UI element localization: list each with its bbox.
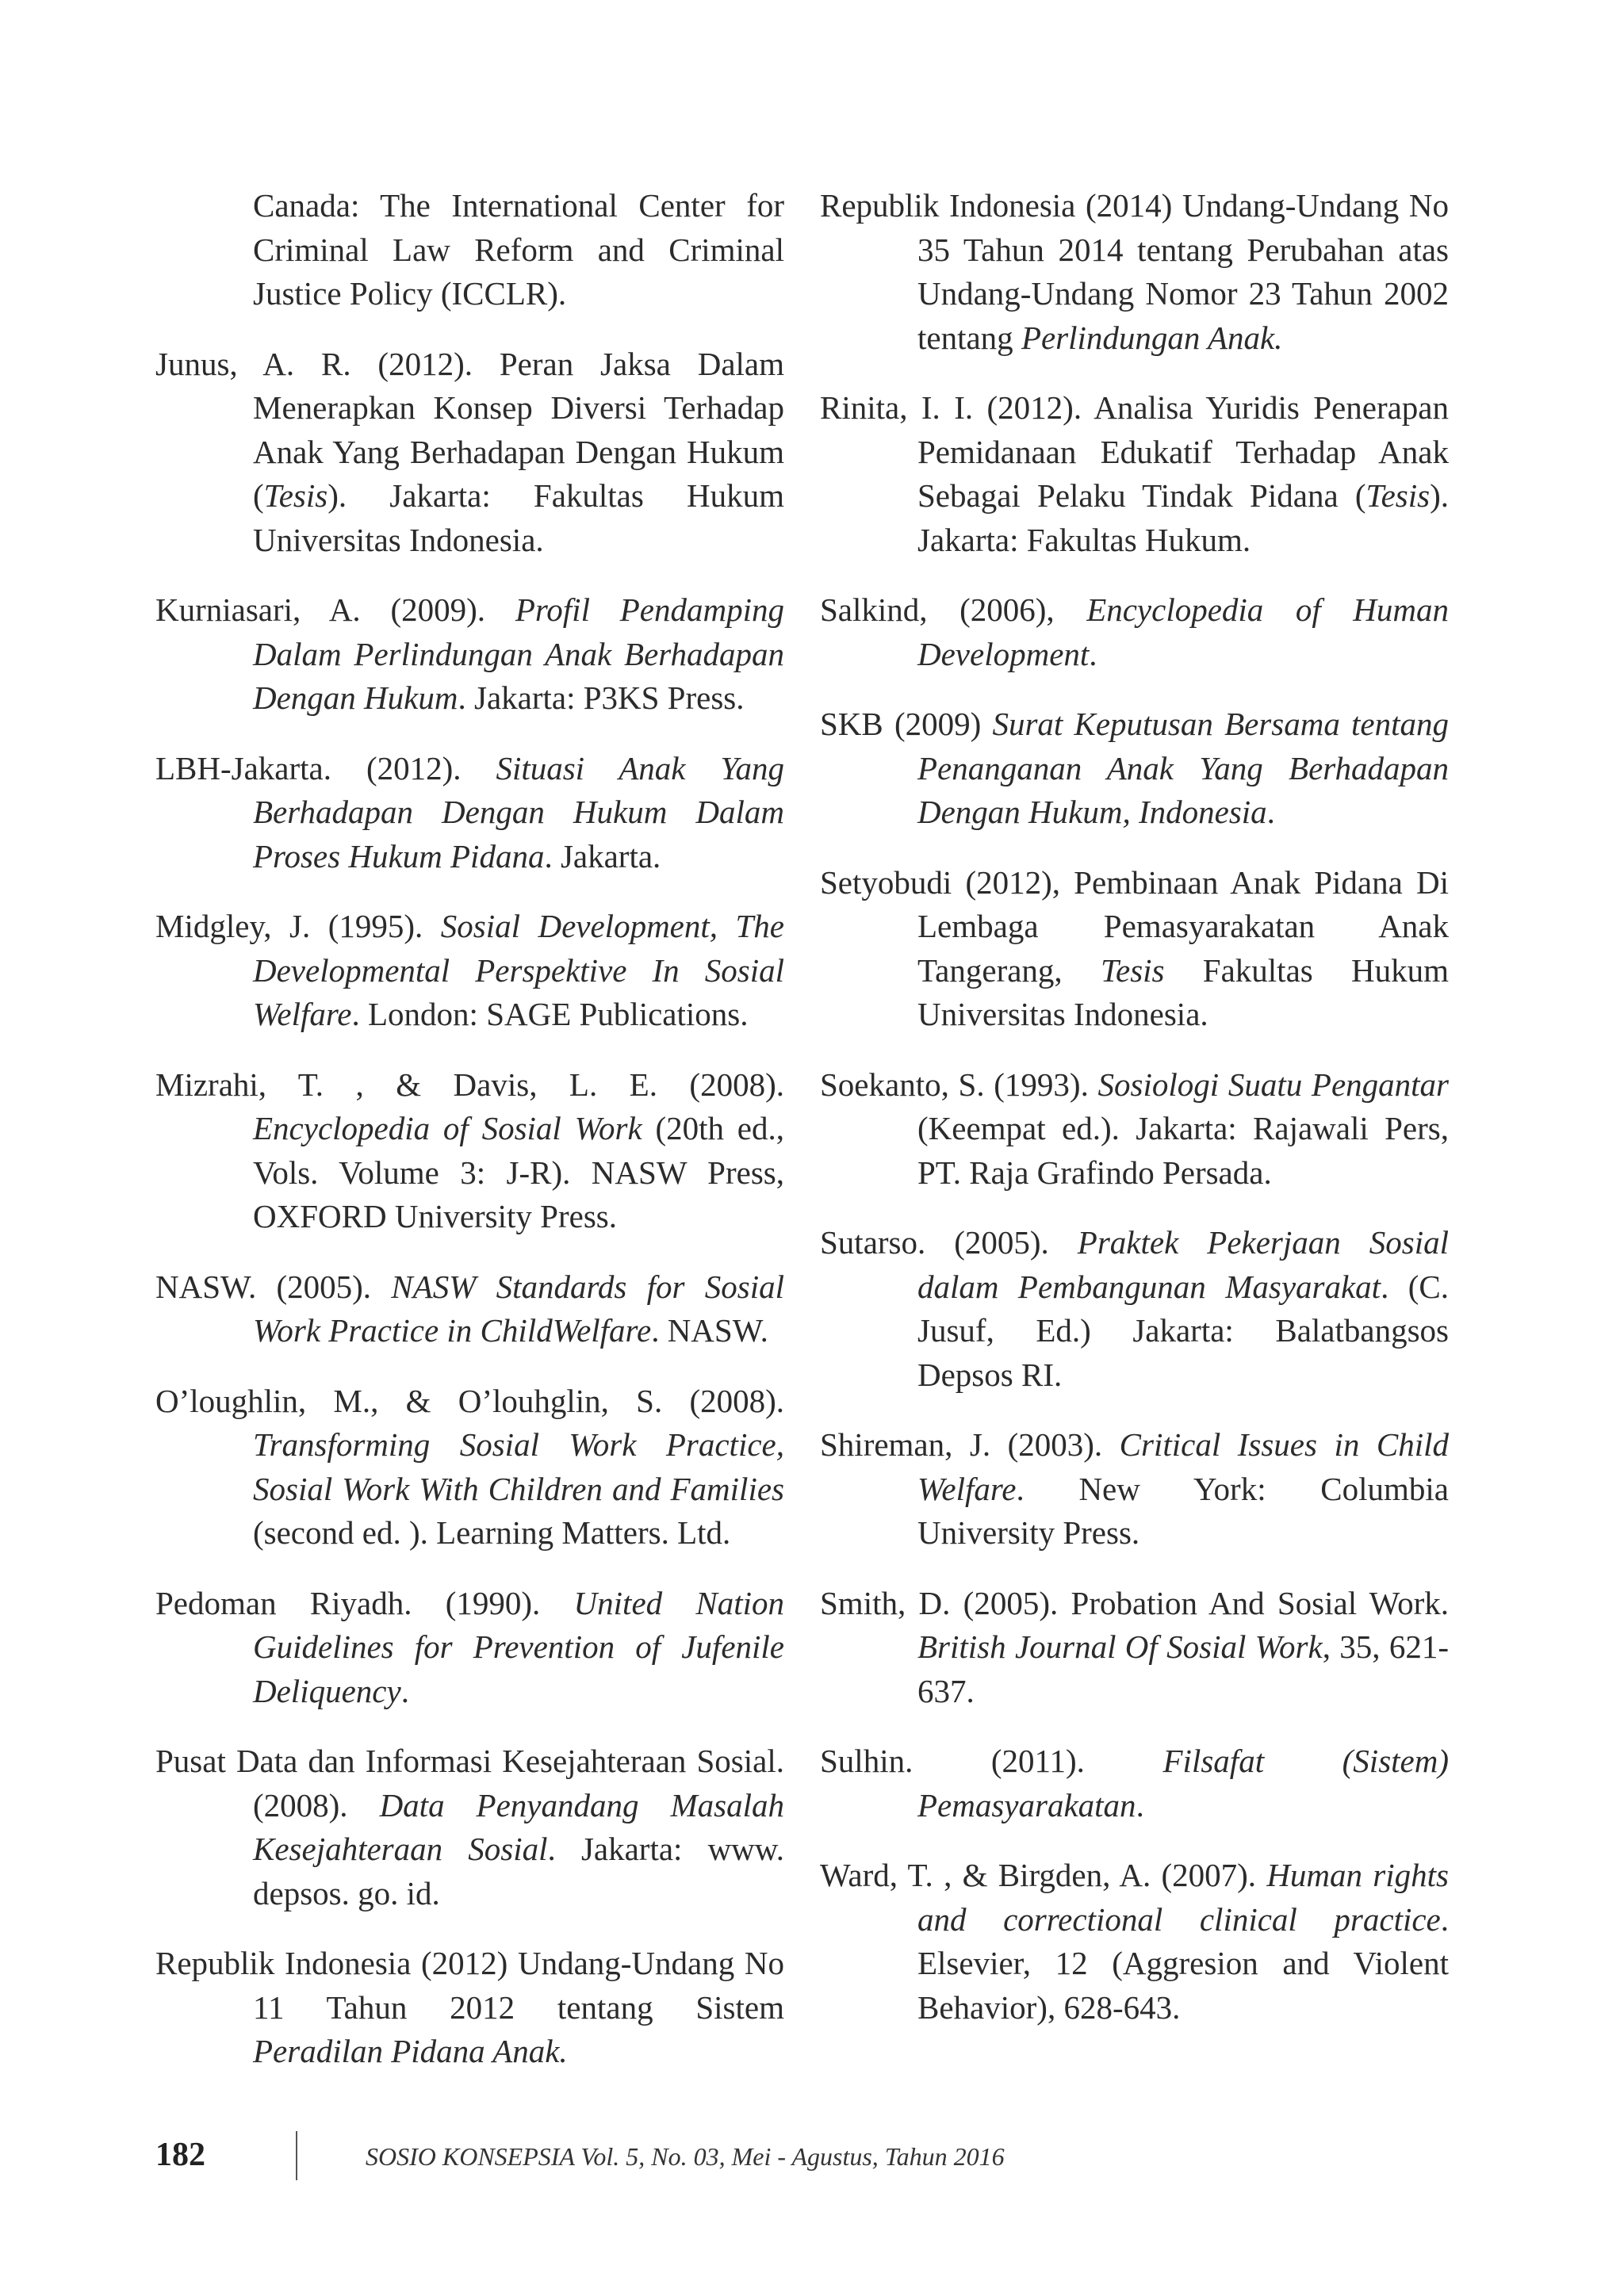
reference-entry xyxy=(155,1942,784,2074)
page-footer xyxy=(0,2131,1624,2179)
reference-text: Republik Indonesia (2014) Undang-Undang No 35 Tahun 2014 tentang Perubahan atas Undang-Undang Nomor 23 Tahun 2002 tentang xyxy=(820,187,1449,356)
reference-entry xyxy=(820,184,1449,360)
reference-text: Fakultas Hukum Universitas Indonesia. xyxy=(917,951,1450,1032)
reference-title: NASW Standards for Sosial Work Practice in ChildWelfare xyxy=(253,1268,784,1349)
reference-entry xyxy=(155,1582,784,1714)
footer-divider xyxy=(296,2131,297,2180)
reference-text: . Elsevier, 12 (Aggresion and Violent Behavior), 628-643. xyxy=(917,1900,1449,2026)
reference-entry xyxy=(155,588,784,721)
reference-text: . xyxy=(1266,794,1275,830)
references-left-column xyxy=(155,184,784,2100)
reference-text: Kurniasari, A. (2009). xyxy=(155,591,515,628)
reference-entry xyxy=(820,861,1449,1037)
reference-entry xyxy=(155,342,784,563)
reference-text: . New York: Columbia University Press. xyxy=(917,1470,1449,1551)
reference-title: Encyclopedia of Sosial Work xyxy=(253,1110,642,1146)
reference-text: Pedoman Riyadh. (1990). xyxy=(155,1584,574,1621)
reference-text: (20th ed., Vols. Volume 3: J-R). NASW Press, OXFORD University Press. xyxy=(253,1110,784,1234)
reference-title: Sosiologi Suatu Pengantar xyxy=(1097,1066,1449,1103)
reference-text: Canada: The International Center for Criminal Law Reform and Criminal Justice Policy (ICCLR). xyxy=(253,187,784,312)
reference-title: United Nation Guidelines for Prevention of Jufenile Deliquency xyxy=(253,1584,784,1709)
reference-text: (second ed. ). Learning Matters. Ltd. xyxy=(253,1514,731,1551)
reference-text: Rinita, I. I. (2012). Analisa Yuridis Penerapan Pemidanaan Edukatif Terhadap Anak Sebagai Pelaku Tindak Pidana ( xyxy=(820,389,1449,514)
reference-entry xyxy=(820,1854,1449,2030)
reference-title: Tesis xyxy=(1365,477,1431,514)
reference-entry xyxy=(155,1063,784,1239)
reference-entry xyxy=(820,1423,1449,1556)
reference-entry xyxy=(155,747,784,879)
reference-text: Republik Indonesia (2012) Undang-Undang No 11 Tahun 2012 tentang Sistem xyxy=(155,1945,784,2026)
reference-text: Sulhin. (2011). xyxy=(820,1743,1163,1779)
references-right-column xyxy=(820,184,1449,2056)
reference-text: Soekanto, S. (1993). xyxy=(820,1066,1098,1103)
reference-entry xyxy=(155,1739,784,1915)
reference-title: Encyclopedia of Human Development xyxy=(917,591,1449,672)
reference-title: Critical Issues in Child Welfare xyxy=(917,1426,1449,1507)
reference-text: NASW. (2005). xyxy=(155,1268,392,1305)
reference-text: Smith, D. (2005). Probation And Sosial Work. xyxy=(820,1584,1449,1621)
reference-title: Perlindungan Anak. xyxy=(1021,319,1283,356)
reference-title: Tesis xyxy=(1100,951,1165,989)
reference-entry xyxy=(820,1063,1449,1196)
reference-text: ). Jakarta: Fakultas Hukum Universitas Indonesia. xyxy=(253,477,784,558)
reference-text: . Jakarta: P3KS Press. xyxy=(458,679,745,716)
reference-entry xyxy=(155,1380,784,1556)
reference-text: Pusat Data dan Informasi Kesejahteraan Sosial. (2008). xyxy=(155,1743,784,1823)
reference-text: . Jakarta: www. depsos. go. id. xyxy=(253,1831,784,1911)
reference-title: Praktek Pekerjaan Sosial dalam Pembangunan Masyarakat xyxy=(917,1224,1449,1305)
journal-info: SOSIO KONSEPSIA Vol. 5, No. 03, Mei - Agustus, Tahun 2016 xyxy=(366,2142,1005,2171)
reference-text: LBH-Jakarta. (2012). xyxy=(155,749,496,786)
reference-text: Junus, A. R. (2012). Peran Jaksa Dalam Menerapkan Konsep Diversi Terhadap Anak Yang Berhadapan Dengan Hukum ( xyxy=(155,345,784,514)
reference-entry xyxy=(820,386,1449,562)
reference-entry xyxy=(820,1221,1449,1397)
reference-text: . (C. Jusuf, Ed.) Jakarta: Balatbangsos Depsos RI. xyxy=(917,1268,1450,1393)
page-number: 182 xyxy=(155,2137,205,2173)
reference-title: Profil Pendamping Dalam Perlindungan Anak Berhadapan Dengan Hukum xyxy=(253,591,784,716)
reference-title: Data Penyandang Masalah Kesejahteraan Sosial xyxy=(253,1786,784,1867)
reference-title: Peradilan Pidana Anak. xyxy=(253,2033,568,2069)
reference-title: Surat Keputusan Bersama tentang Penanganan Anak Yang Berhadapan Dengan Hukum, Indonesia xyxy=(917,706,1449,830)
reference-entry xyxy=(820,702,1449,835)
reference-text: . xyxy=(1136,1786,1144,1823)
reference-text: . London: SAGE Publications. xyxy=(351,996,749,1032)
reference-title: Sosial Development, The Developmental Perspektive In Sosial Welfare xyxy=(253,908,784,1032)
reference-title: Filsafat (Sistem) Pemasyarakatan xyxy=(917,1743,1449,1823)
reference-title: British Journal Of Sosial Work xyxy=(917,1628,1323,1665)
reference-entry xyxy=(820,1582,1449,1714)
reference-text: , 35, 621-637. xyxy=(917,1628,1449,1709)
reference-text: SKB (2009) xyxy=(820,706,993,742)
reference-entry xyxy=(820,588,1449,676)
reference-text: Sutarso. (2005). xyxy=(820,1224,1078,1261)
reference-text: . xyxy=(400,1672,409,1709)
reference-text: Salkind, (2006), xyxy=(820,591,1087,628)
reference-entry xyxy=(155,1265,784,1353)
reference-title: Human rights and correctional clinical practice xyxy=(917,1857,1449,1938)
reference-text: . Jakarta. xyxy=(544,837,661,874)
reference-text: ). Jakarta: Fakultas Hukum. xyxy=(917,477,1449,558)
reference-text: (Keempat ed.). Jakarta: Rajawali Pers, PT. Raja Grafindo Persada. xyxy=(917,1110,1449,1191)
reference-entry xyxy=(820,1739,1449,1827)
reference-text: . xyxy=(1089,635,1097,672)
reference-title: Situasi Anak Yang Berhadapan Dengan Hukum Dalam Proses Hukum Pidana xyxy=(253,749,784,874)
reference-title: Tesis xyxy=(263,477,328,514)
reference-entry xyxy=(155,184,784,316)
reference-text: Shireman, J. (2003). xyxy=(820,1426,1120,1463)
reference-entry xyxy=(155,905,784,1037)
reference-text: O’loughlin, M., & O’louhglin, S. (2008). xyxy=(155,1382,784,1419)
reference-text: Ward, T. , & Birgden, A. (2007). xyxy=(820,1857,1267,1893)
reference-text: Mizrahi, T. , & Davis, L. E. (2008). xyxy=(155,1066,784,1103)
reference-text: Midgley, J. (1995). xyxy=(155,908,441,944)
reference-text: . NASW. xyxy=(651,1312,768,1349)
reference-title: Transforming Sosial Work Practice, Sosial Work With Children and Families xyxy=(253,1426,784,1507)
reference-text: Setyobudi (2012), Pembinaan Anak Pidana Di Lembaga Pemasyarakatan Anak Tangerang, xyxy=(820,863,1449,989)
